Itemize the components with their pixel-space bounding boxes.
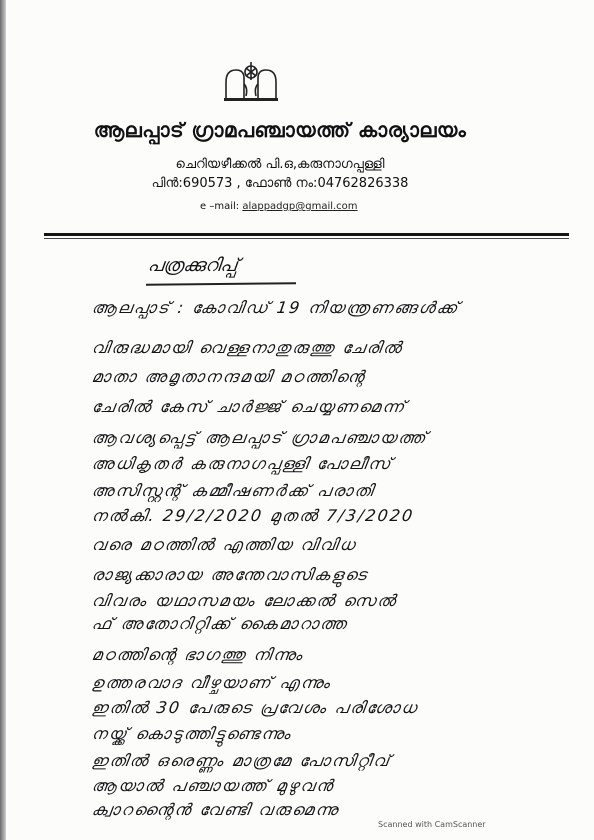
header-divider-thick (44, 233, 569, 236)
email-label: e –mail: (200, 201, 240, 212)
press-release-heading: പത്രക്കുറിപ്പ് (146, 255, 239, 276)
office-pin-phone: പിൻ:690573 , ഫോൺ നം:04762826338 (151, 176, 409, 191)
handwritten-line: വിവരം യഥാസമയം ലോക്കൽ സെൽ (90, 591, 399, 610)
handwritten-line: നൽകി. 29/2/2020 മുതൽ 7/3/2020 (90, 506, 416, 525)
handwritten-line: ക്വാറന്റൈൻ വേണ്ടി വരുമെന്നു (90, 800, 341, 819)
handwritten-line: വിരുദ്ധമായി വെള്ളനാതുരുത്തു ചേരിൽ (90, 338, 405, 357)
scan-shadow-edge (0, 0, 6, 840)
handwritten-line: ചേരിൽ കേസ് ചാർജ്ജ് ചെയ്യണമെന്ന് (90, 397, 408, 416)
handwritten-line: അസിസ്റ്റന്റ് കമ്മീഷണർക്ക് പരാതി (90, 481, 377, 500)
email-link[interactable]: alappadgp@gmail.com (242, 201, 358, 212)
office-title: ആലപ്പാട് ഗ്രാമപഞ്ചായത്ത് കാര്യാലയം (93, 118, 467, 142)
scanner-watermark: Scanned with CamScanner (378, 820, 486, 829)
handwritten-line: അധികൃതർ കരുനാഗപ്പള്ളി പോലീസ് (90, 454, 394, 473)
header-divider-thin (44, 238, 569, 239)
handwritten-line: വരെ മഠത്തിൽ എത്തിയ വിവിധ (90, 535, 358, 554)
handwritten-line: രാജ്യക്കാരായ അന്തേവാസികളുടെ (90, 565, 370, 584)
handwritten-line: മഠത്തിന്റെ ഭാഗത്തു നിന്നും (90, 645, 306, 664)
heading-underline (146, 282, 296, 286)
handwritten-line: ഫ് അതോറിറ്റിക്ക് കൈമാറാത്ത (90, 614, 350, 633)
handwritten-line: നയ്ക്ക് കൊടുത്തിട്ടുണ്ടെന്നും (90, 724, 294, 743)
handwritten-line: മാതാ അമൃതാനന്ദമയി മഠത്തിന്റെ (90, 367, 368, 386)
handwritten-line: ആവശ്യപ്പെട്ട് ആലപ്പാട് ഗ്രാമപഞ്ചായത്ത് (90, 428, 429, 447)
handwritten-line: ആലപ്പാട് : കോവിഡ് 19 നിയന്ത്രണങ്ങൾക്ക് (90, 298, 461, 317)
kerala-state-emblem-icon (222, 58, 280, 102)
handwritten-line: ഇതിൽ 30 പേരുടെ പ്രവേശം പരിശോധ (90, 698, 420, 717)
handwritten-line: ഇതിൽ ഒരെണ്ണം മാത്രമേ പോസിറ്റീവ് (90, 751, 393, 770)
office-email (200, 201, 358, 212)
office-address: ചെറിയഴീക്കൽ പി.ഒ,കരുനാഗപ്പള്ളി (175, 157, 385, 172)
handwritten-line: ആയാൽ പഞ്ചായത്ത് മുഴുവൻ (90, 776, 336, 795)
handwritten-line: ഉത്തരവാദ വീഴ്ചയാണ് എന്നും (90, 673, 333, 692)
